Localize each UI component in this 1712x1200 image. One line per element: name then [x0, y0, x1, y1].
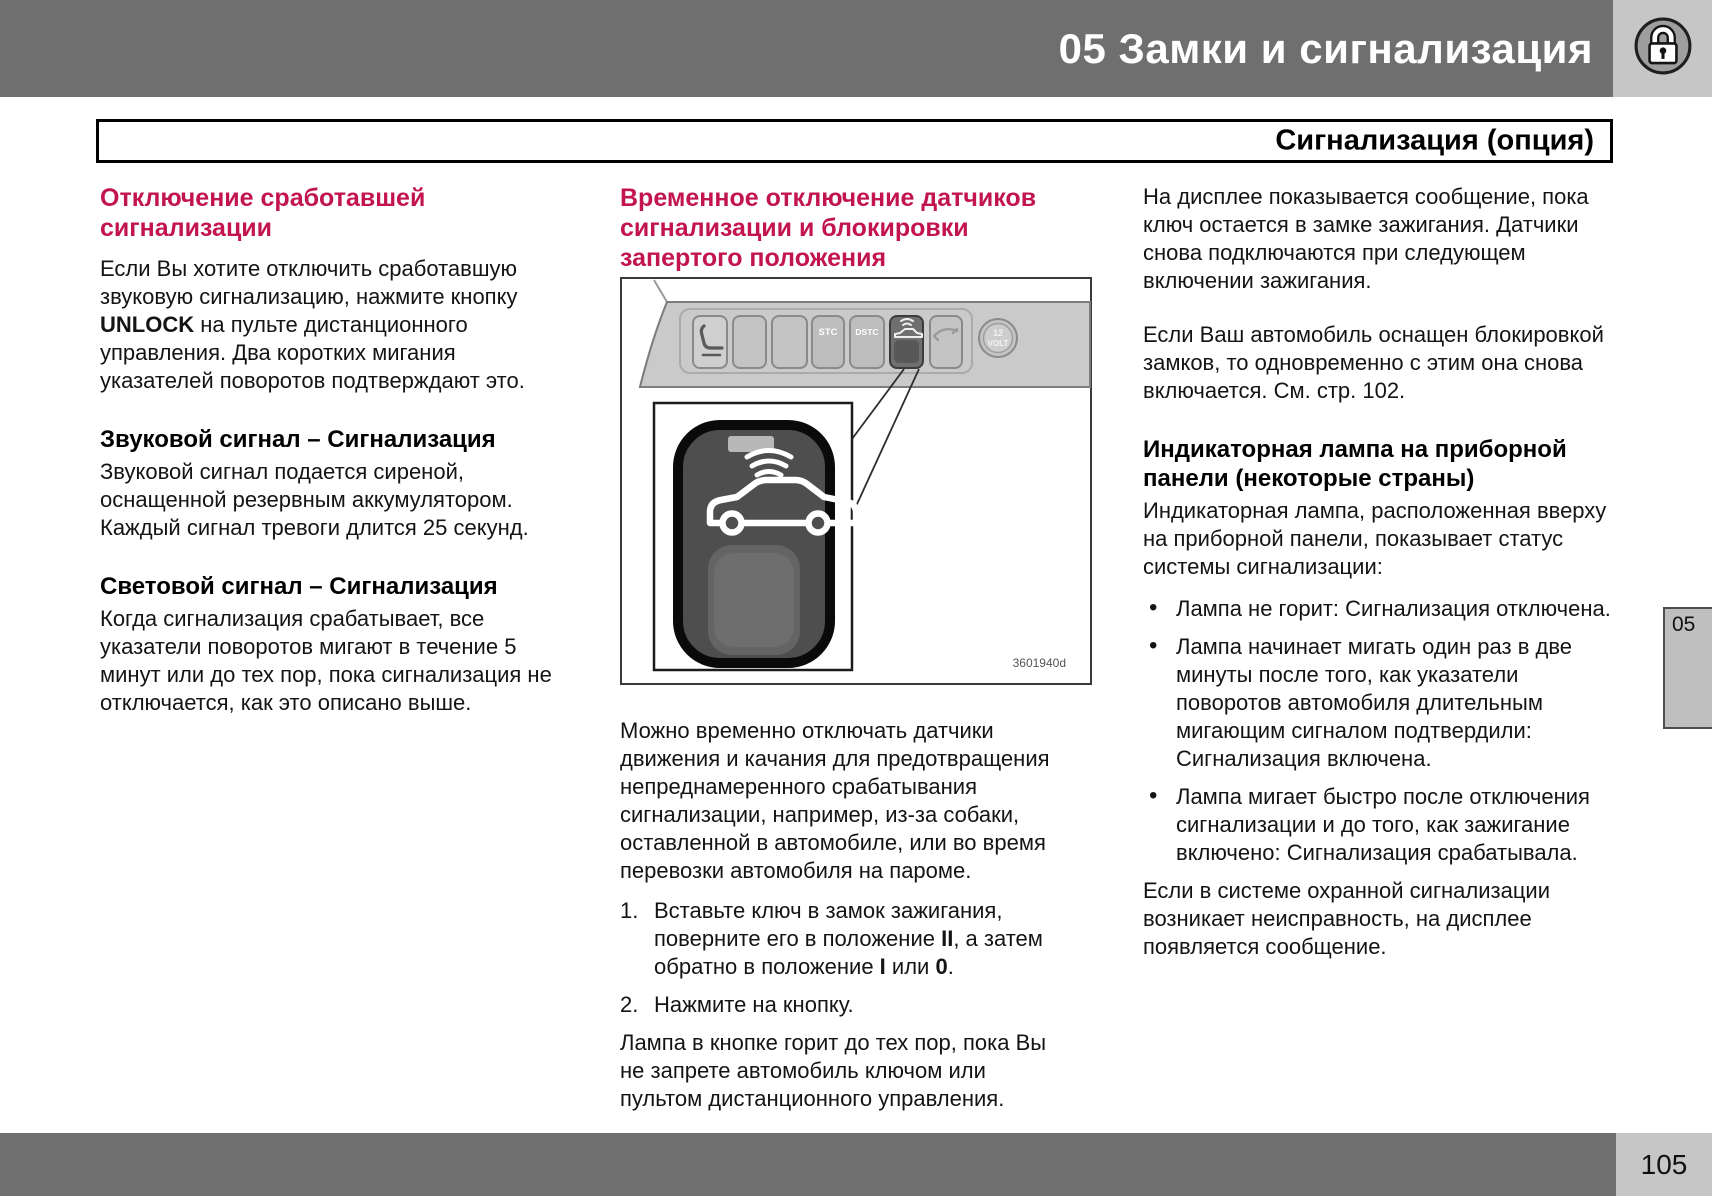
footer-bar — [0, 1133, 1616, 1196]
lamp-status-list — [1143, 595, 1613, 867]
button-panel-figure — [620, 277, 1092, 685]
figure-ref-label: 3601940d — [1012, 656, 1066, 670]
blank-button-2 — [772, 316, 807, 368]
list-item: • Лампа не горит: Сигнализация отключена. — [1143, 595, 1613, 623]
volt-label-top: 12 — [992, 328, 1004, 338]
step-1-number: 1. — [620, 898, 639, 923]
light-signal-subheading: Световой сигнал – Сигнализация — [100, 573, 498, 600]
left-heading: Отключение сработавшей сигнализации — [100, 184, 426, 242]
middle-heading: Временное отключение датчиков сигнализации и блокировки запертого положения — [620, 184, 1037, 272]
right-paragraph-3: Индикаторная лампа, расположенная вверху на приборной панели, показывает статус системы сигнализации: — [1143, 498, 1607, 579]
right-paragraph-4: Если в системе охранной сигнализации возникает неисправность, на дисплее появляется сообщение. — [1143, 878, 1551, 959]
left-column — [100, 183, 552, 743]
step-1 — [620, 897, 1090, 981]
side-tab-label: 05 — [1672, 613, 1696, 636]
page-number: 105 — [1640, 1148, 1688, 1180]
middle-column — [620, 183, 1092, 1125]
padlock-icon — [1633, 16, 1693, 81]
aux-button — [930, 316, 962, 368]
volt-label-bottom: VOLT — [987, 339, 1009, 348]
unlock-keyword: UNLOCK — [100, 312, 195, 337]
footer-page-box — [1616, 1133, 1712, 1196]
chapter-side-tab — [1663, 607, 1712, 729]
figure-illustration — [620, 277, 1092, 685]
step-2 — [620, 991, 1090, 1019]
middle-paragraph-1: Можно временно отключать датчики движения и качания для предотвращения непреднамеренного срабатывания сигнализации, например, из-за собаки, оставленной в автомобиле, или во время перевозки автомобиля на пароме. — [620, 718, 1050, 883]
blank-button-1 — [733, 316, 766, 368]
right-paragraph-1: На дисплее показывается сообщение, пока ключ остается в замке зажигания. Датчики снова подключаются при следующем включении зажигания. — [1143, 184, 1589, 293]
dstc-button — [850, 316, 884, 368]
chapter-header-bar — [0, 0, 1613, 97]
stc-button — [812, 316, 844, 368]
alarm-button-zoomed — [678, 425, 856, 663]
right-paragraph-2: Если Ваш автомобиль оснащен блокировкой замков, то одновременно с этим она снова включается. См. стр. 102. — [1143, 322, 1604, 403]
left-paragraph-1: Если Вы хотите отключить сработавшую звуковую сигнализацию, нажмите кнопку UNLOCK на пульте дистанционного управления. Два коротких мигания указателей поворотов подтверждают это. — [100, 256, 525, 393]
alarm-button-pad — [894, 340, 919, 363]
step-2-text: Нажмите на кнопку. — [654, 992, 854, 1017]
section-banner — [96, 119, 1613, 163]
step-1-text: Вставьте ключ в замок зажигания, поверните его в положение II, а затем обратно в положение I или 0. — [654, 898, 1043, 979]
dstc-label: DSTC — [855, 327, 879, 337]
right-column — [1143, 183, 1613, 987]
list-item: • Лампа мигает быстро после отключения сигнализации и до того, как зажигание включено: Сигнализация срабатывала. — [1143, 783, 1613, 867]
light-signal-text: Когда сигнализация срабатывает, все указатели поворотов мигают в течение 5 минут или до тех пор, пока сигнализация не отключается, как это описано выше. — [100, 606, 552, 715]
list-item: • Лампа начинает мигать один раз в две минуты после того, как указатели поворотов автомобиля длительным мигающим сигналом подтвердили: Сигнализация включена. — [1143, 633, 1613, 773]
chapter-title: 05 Замки и сигнализация — [1058, 25, 1593, 72]
seat-heat-button — [693, 316, 727, 368]
stc-label: STC — [818, 327, 838, 338]
middle-paragraph-2: Лампа в кнопке горит до тех пор, пока Вы не запрете автомобиль ключом или пультом дистанционного управления. — [620, 1030, 1047, 1111]
sound-signal-text: Звуковой сигнал подается сиреной, оснащенной резервным аккумулятором. Каждый сигнал тревоги длится 25 секунд. — [100, 459, 529, 540]
indicator-lamp-subheading: Индикаторная лампа на приборной панели (некоторые страны) — [1143, 436, 1567, 492]
chapter-icon-box — [1613, 0, 1712, 97]
section-title: Сигнализация (опция) — [1275, 124, 1594, 157]
step-2-number: 2. — [620, 992, 639, 1017]
sound-signal-subheading: Звуковой сигнал – Сигнализация — [100, 426, 496, 453]
